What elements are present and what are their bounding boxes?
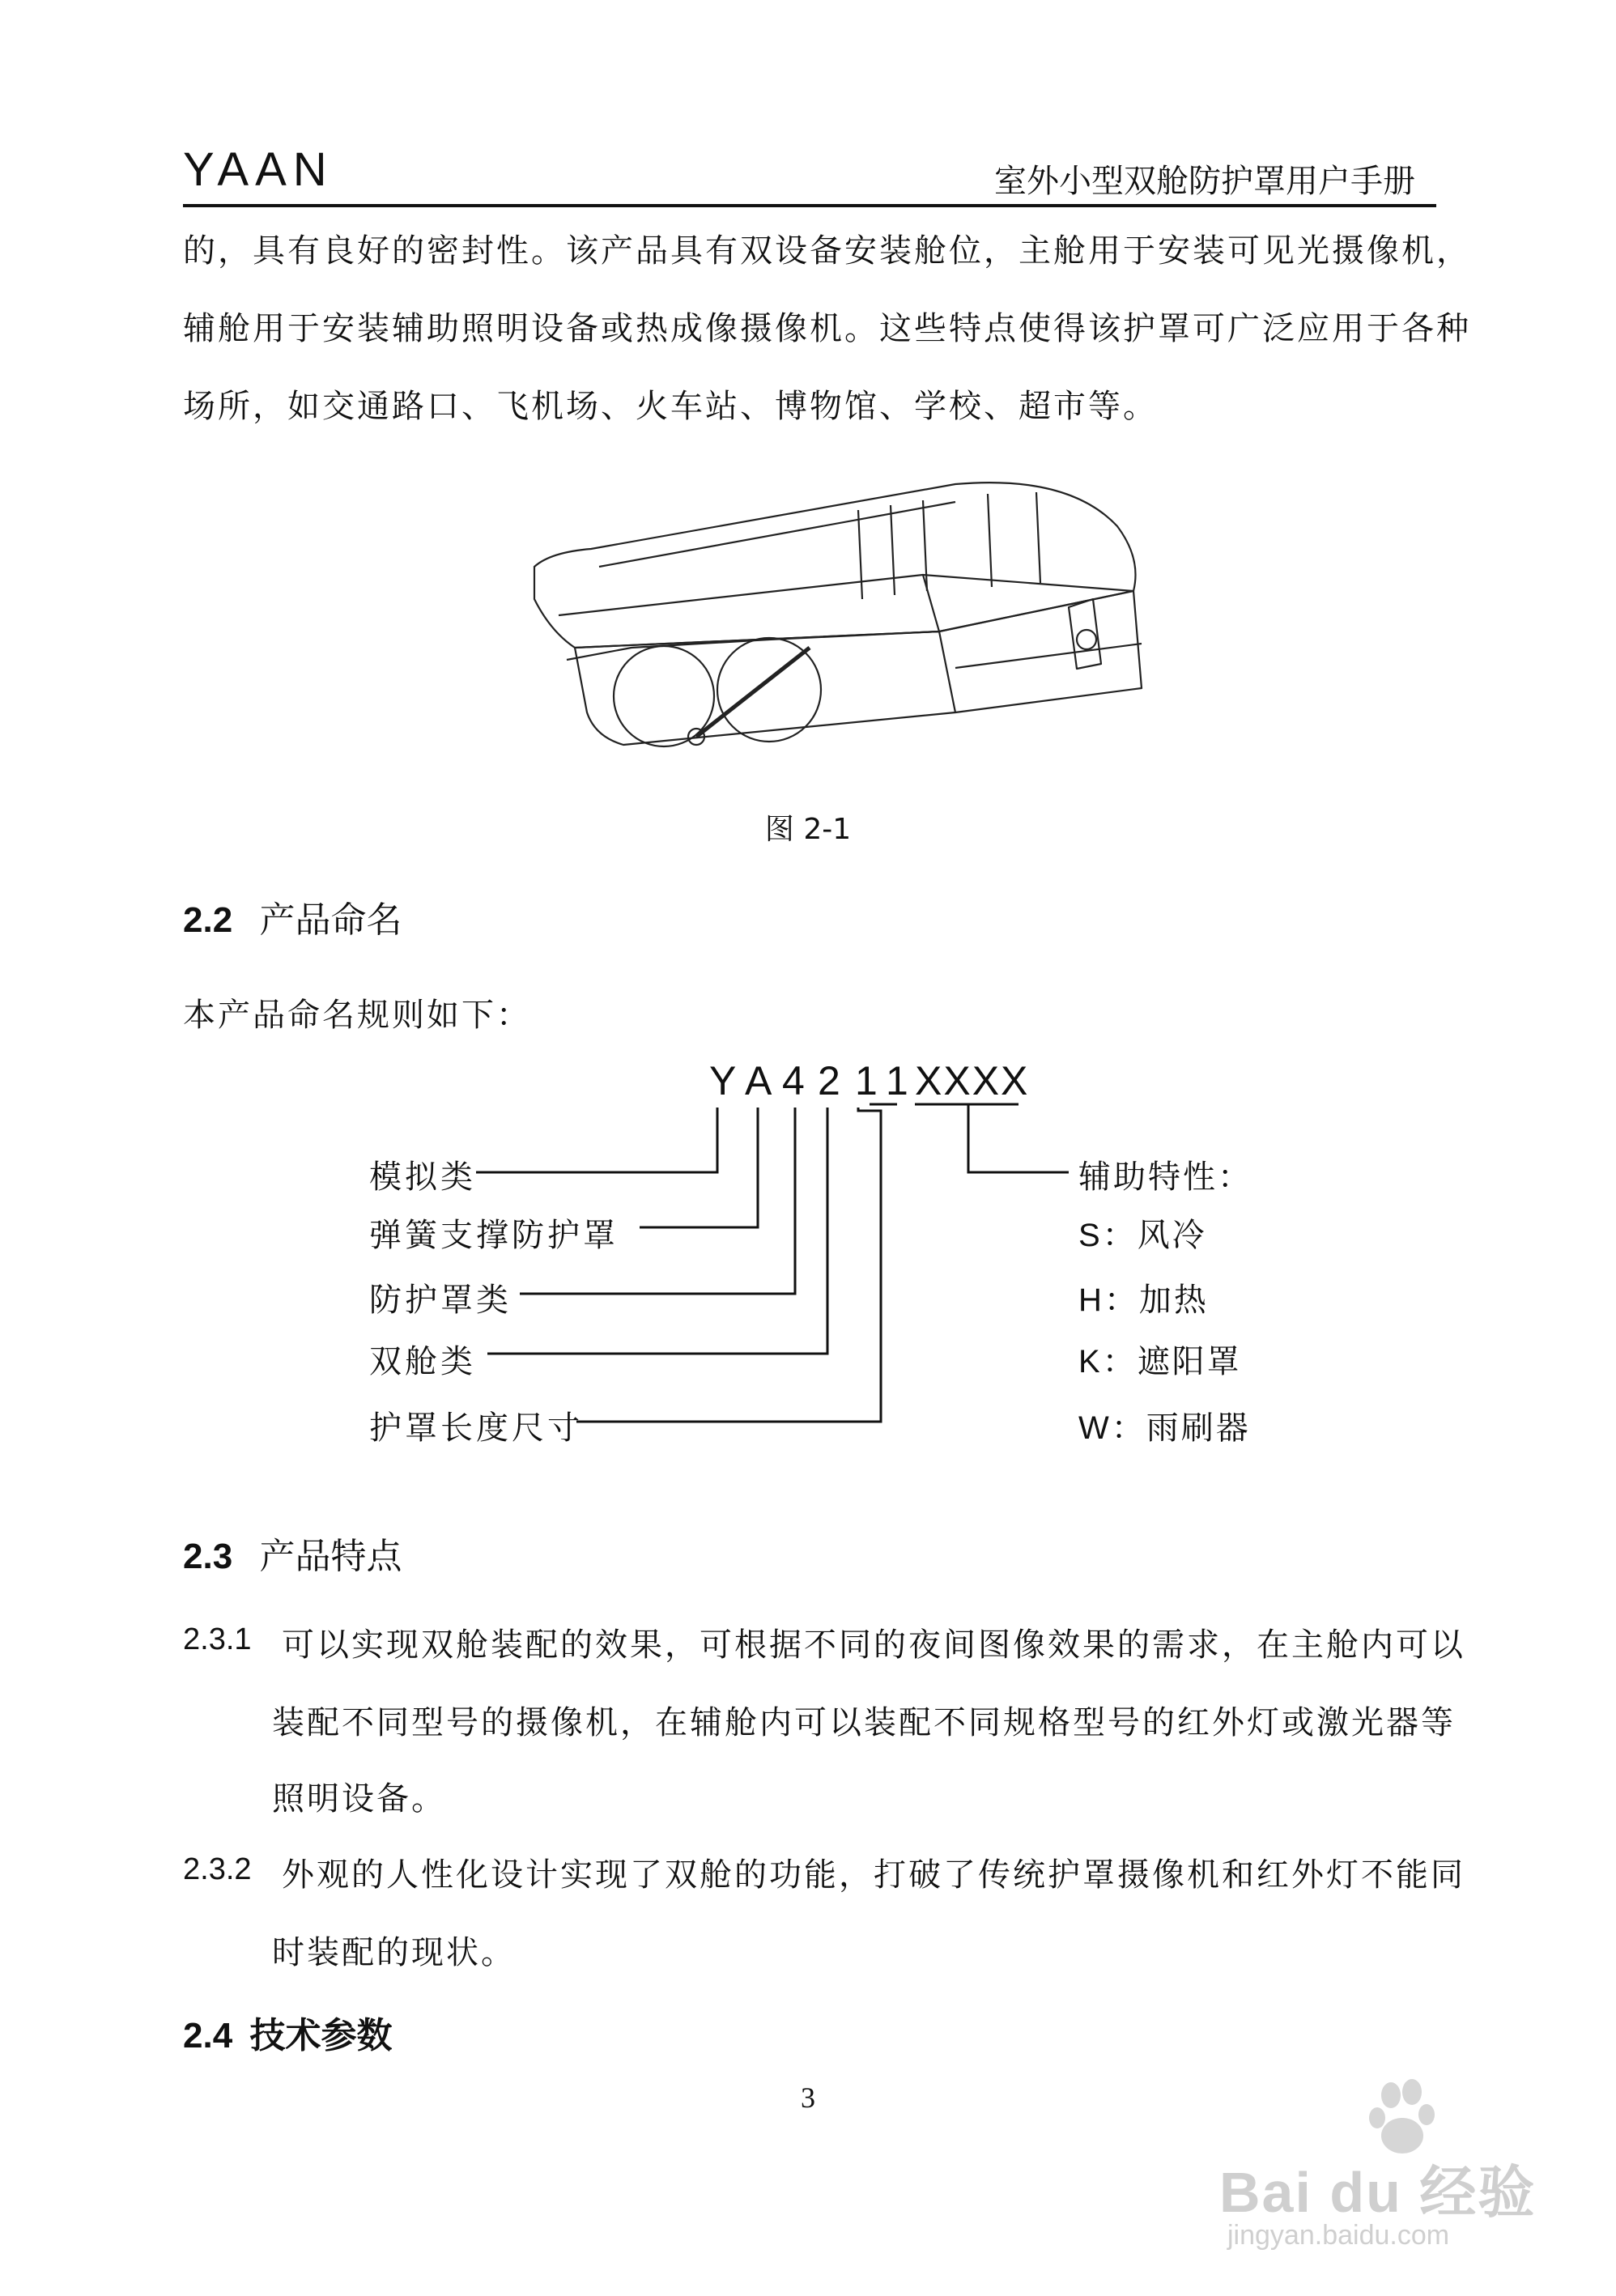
section-heading-tech [183, 2006, 393, 2058]
feature-number: 2.3.2 [183, 1852, 252, 1886]
page-number: 3 [801, 2081, 815, 2114]
watermark-logo-text: Bai du 经验 [1219, 2161, 1537, 2224]
section-title: 产品命名 [259, 899, 402, 941]
paragraph-line: 辅舱用于安装辅助照明设备或热成像摄像机。这些特点使得该护罩可广泛应用于各种 [183, 310, 1471, 347]
option-sunshade [1078, 1336, 1242, 1382]
watermark-url: jingyan.baidu.com [1227, 2220, 1450, 2251]
option-heating [1078, 1274, 1209, 1320]
section-title: 产品特点 [259, 1536, 402, 1577]
feature-line: 照明设备。 [272, 1780, 446, 1818]
model-char-2: 2 [818, 1058, 840, 1103]
naming-intro: 本产品命名规则如下： [183, 997, 531, 1034]
paragraph-line: 的，具有良好的密封性。该产品具有双设备安装舱位，主舱用于安装可见光摄像机， [183, 232, 1471, 270]
option-wiper [1078, 1402, 1251, 1448]
section-number: 2.4 [183, 2016, 233, 2056]
label-dual-cabin: 双舱类 [369, 1343, 476, 1380]
document-title: 室外小型双舱防护罩用户手册 [994, 163, 1415, 200]
feature-line: 可以实现双舱装配的效果，可根据不同的夜间图像效果的需求，在主舱内可以 [282, 1626, 1465, 1664]
label-spring-support: 弹簧支撑防护罩 [369, 1217, 619, 1254]
paragraph-line: 场所，如交通路口、飞机场、火车站、博物馆、学校、超市等。 [183, 388, 1158, 425]
model-char-4: 4 [782, 1058, 805, 1103]
model-char-xxxx: XXXX [915, 1058, 1030, 1103]
feature-line: 时装配的现状。 [272, 1934, 516, 1971]
section-heading-features [183, 1527, 402, 1579]
baidu-watermark [1211, 2073, 1537, 2259]
section-number: 2.2 [183, 900, 233, 940]
section-number: 2.3 [183, 1537, 233, 1576]
option-key: W： [1078, 1410, 1146, 1446]
option-air-cooling [1078, 1210, 1207, 1256]
option-value: 遮阳罩 [1137, 1343, 1242, 1380]
model-char-1b: 1 [886, 1058, 908, 1103]
aux-features-title: 辅助特性： [1078, 1159, 1252, 1196]
model-char-a: A [745, 1058, 772, 1103]
option-key: H： [1078, 1282, 1139, 1318]
option-value: 风冷 [1137, 1217, 1207, 1254]
section-title: 技术参数 [249, 2015, 393, 2056]
label-analog: 模拟类 [369, 1159, 476, 1196]
option-value: 加热 [1138, 1282, 1209, 1319]
feature-line: 外观的人性化设计实现了双舱的功能，打破了传统护罩摄像机和红外灯不能同 [282, 1856, 1465, 1894]
brand-logo: YAAN [183, 143, 334, 196]
feature-number: 2.3.1 [183, 1622, 252, 1656]
label-housing-length: 护罩长度尺寸 [369, 1409, 583, 1447]
model-char-y: Y [709, 1058, 737, 1103]
option-key: K： [1078, 1344, 1138, 1380]
option-key: S： [1078, 1218, 1138, 1253]
model-char-1a: 1 [855, 1058, 878, 1103]
figure-caption: 图 2-1 [764, 813, 852, 846]
label-housing-type: 防护罩类 [369, 1282, 512, 1319]
option-value: 雨刷器 [1146, 1409, 1251, 1447]
feature-line: 装配不同型号的摄像机，在辅舱内可以装配不同规格型号的红外灯或激光器等 [272, 1704, 1456, 1741]
